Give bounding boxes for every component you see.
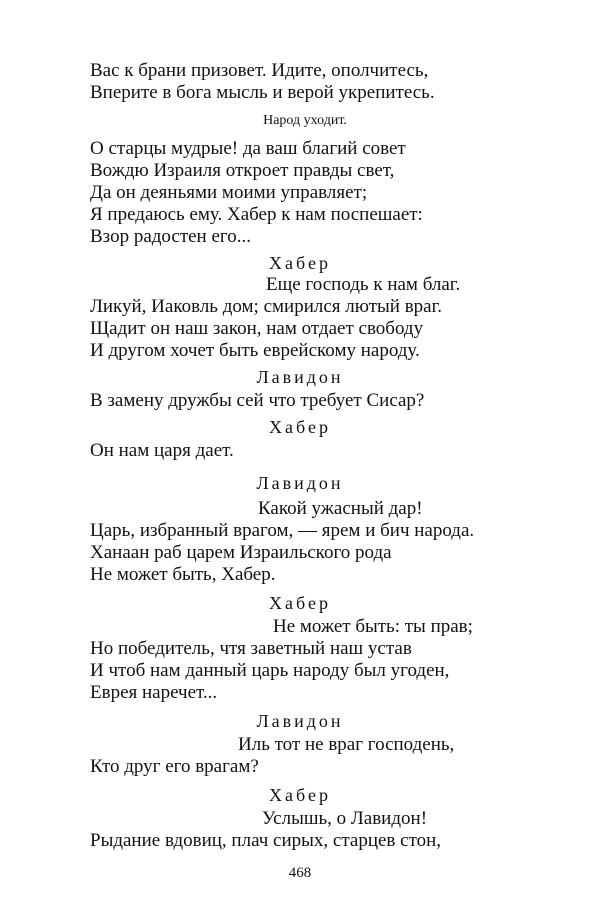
verse-line: Взор радостен его... xyxy=(90,226,251,247)
verse-line: Ханаан раб царем Израильского рода xyxy=(90,542,392,563)
verse-line: Но победитель, чтя заветный наш устав xyxy=(90,638,412,659)
page-number: 468 xyxy=(288,865,312,881)
speaker-name: Лавидон xyxy=(256,473,344,493)
verse-line: Он нам царя дает. xyxy=(90,440,234,461)
verse-line: И чтоб нам данный царь народу был угоден, xyxy=(90,660,450,681)
verse-line: Я предаюсь ему. Хабер к нам поспешает: xyxy=(90,204,423,225)
verse-line: Услышь, о Лавидон! xyxy=(262,808,428,829)
verse-line: Какой ужасный дар! xyxy=(258,498,423,519)
verse-line: Иль тот не враг господень, xyxy=(238,734,455,755)
verse-line: Вас к брани призовет. Идите, ополчитесь, xyxy=(90,60,429,81)
verse-line: Еще господь к нам благ. xyxy=(266,274,461,295)
speaker-name: Хабер xyxy=(269,785,331,805)
verse-line: Еврея наречет... xyxy=(90,682,218,703)
verse-line: Щадит он наш закон, нам отдает свободу xyxy=(90,318,424,339)
speaker-name: Хабер xyxy=(269,593,331,613)
verse-line: Да он деяньями моими управляет; xyxy=(90,182,368,203)
verse-line: В замену дружбы сей что требует Сисар? xyxy=(90,390,425,411)
verse-line: Ликуй, Иаковль дом; смирился лютый враг. xyxy=(90,296,442,317)
verse-line: О старцы мудрые! да ваш благий совет xyxy=(90,138,406,159)
verse-line: Рыдание вдовиц, плач сирых, старцев стон, xyxy=(90,830,442,851)
stage-direction: Народ уходит. xyxy=(263,113,347,128)
speaker-name: Хабер xyxy=(269,253,331,273)
verse-line: Не может быть: ты прав; xyxy=(273,616,473,637)
verse-line: Кто друг его врагам? xyxy=(90,756,259,777)
speaker-name: Лавидон xyxy=(256,367,344,387)
verse-line: Вперите в бога мысль и верой укрепитесь. xyxy=(90,82,435,103)
speaker-name: Лавидон xyxy=(256,711,344,731)
speaker-name: Хабер xyxy=(269,417,331,437)
verse-line: Царь, избранный врагом, — ярем и бич народа. xyxy=(90,520,475,541)
verse-line: Вождю Израиля откроет правды свет, xyxy=(90,160,395,181)
verse-line: И другом хочет быть еврейскому народу. xyxy=(90,340,420,361)
verse-line: Не может быть, Хабер. xyxy=(90,564,276,585)
